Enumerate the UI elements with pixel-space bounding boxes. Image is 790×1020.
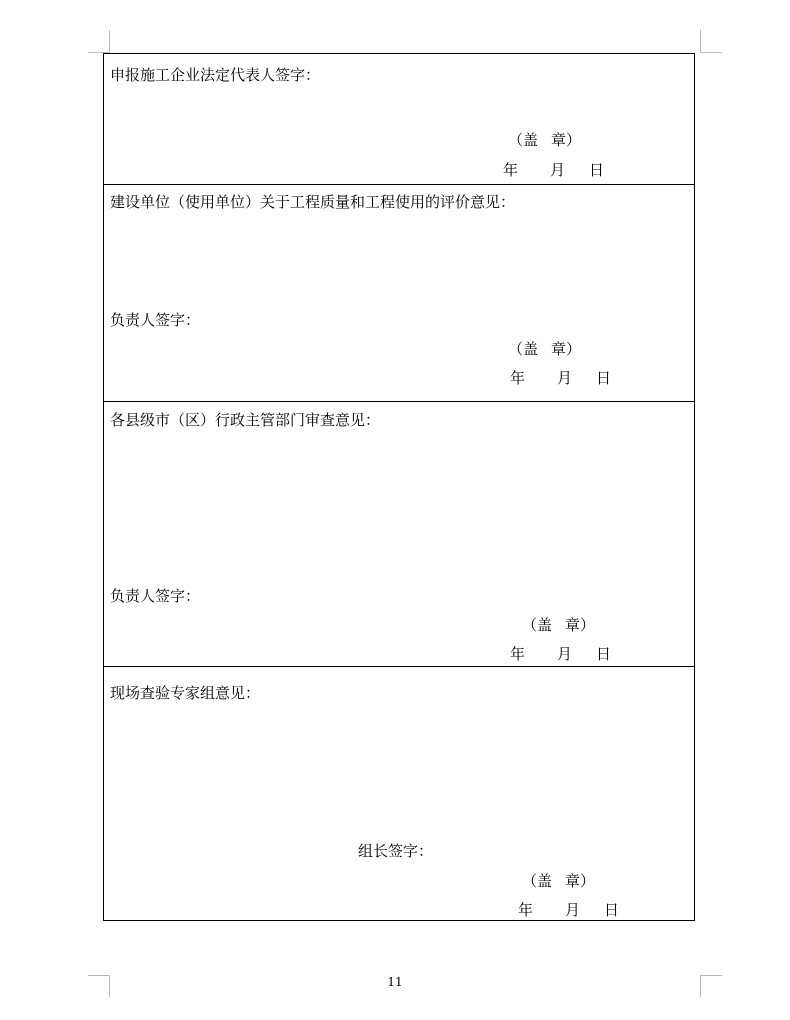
section-enterprise-representative <box>104 54 694 184</box>
seal-close: 章） <box>565 616 596 634</box>
seal-mark <box>508 131 581 149</box>
date-year: 年 <box>510 645 526 663</box>
section-heading: 建设单位（使用单位）关于工程质量和工程使用的评价意见： <box>110 193 516 211</box>
signature-label: 负责人签字： <box>110 587 201 605</box>
date-month: 月 <box>565 901 581 919</box>
section-construction-unit-evaluation <box>104 184 694 401</box>
date-year: 年 <box>518 901 534 919</box>
page-number: 11 <box>387 975 403 989</box>
date-year: 年 <box>510 369 526 387</box>
date-line <box>510 369 611 387</box>
signature-label: 组长签字： <box>358 842 434 860</box>
seal-open: （盖 <box>522 616 553 634</box>
section-heading: 各县级市（区）行政主管部门审查意见： <box>110 411 381 429</box>
crop-mark-top-left-v <box>109 30 110 52</box>
section-heading: 现场查验专家组意见： <box>110 684 261 702</box>
date-line <box>503 161 604 179</box>
approval-form-table <box>103 53 695 921</box>
date-day: 日 <box>596 645 612 663</box>
signature-label: 负责人签字： <box>110 311 201 329</box>
seal-mark <box>508 340 581 358</box>
seal-open: （盖 <box>508 340 539 358</box>
date-month: 月 <box>557 369 573 387</box>
date-line <box>510 645 611 663</box>
seal-open: （盖 <box>522 872 553 890</box>
seal-mark <box>522 616 595 634</box>
date-month: 月 <box>550 161 566 179</box>
date-day: 日 <box>596 369 612 387</box>
section-heading: 申报施工企业法定代表人签字： <box>110 66 321 84</box>
date-day: 日 <box>604 901 620 919</box>
date-line <box>518 901 619 919</box>
section-expert-group-opinion <box>104 666 694 920</box>
seal-open: （盖 <box>508 131 539 149</box>
seal-close: 章） <box>565 872 596 890</box>
date-month: 月 <box>557 645 573 663</box>
seal-close: 章） <box>551 340 582 358</box>
seal-close: 章） <box>551 131 582 149</box>
crop-mark-top-right-v <box>700 30 701 52</box>
seal-mark <box>522 872 595 890</box>
section-administrative-review <box>104 401 694 666</box>
date-day: 日 <box>589 161 605 179</box>
crop-mark-top-right-h <box>700 52 722 53</box>
date-year: 年 <box>503 161 519 179</box>
